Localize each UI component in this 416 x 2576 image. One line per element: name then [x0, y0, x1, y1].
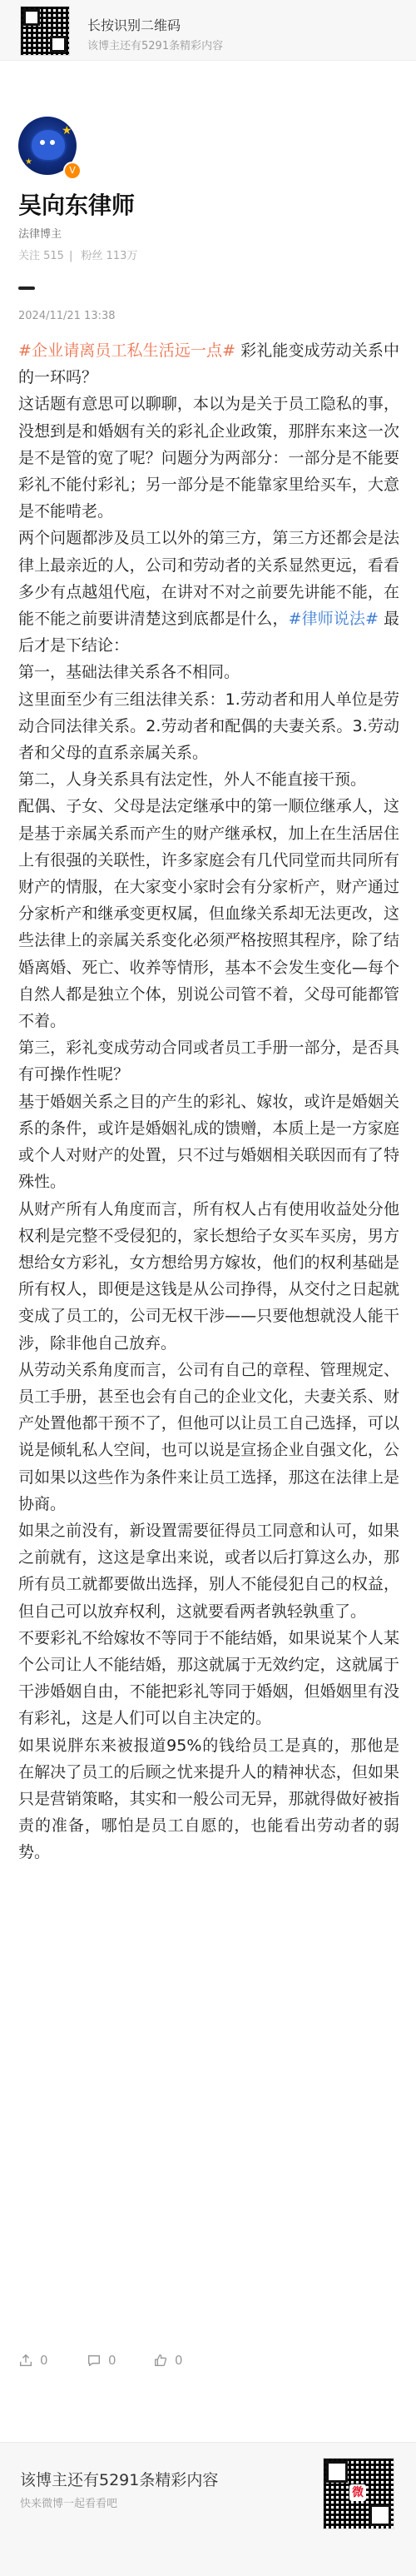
author-title: 法律博主: [18, 228, 62, 241]
paragraph: 如果说胖东来被报道95%的钱给员工是真的，那他是在解决了员工的后顾之忧来提升人的精神状态，但如果只是营销策略，其实和一般公司无异，那就得做好被指责的准备，哪怕是员工自愿的，也能看出劳动者的弱势。: [18, 1736, 399, 1862]
paragraph: 第三，彩礼变成劳动合同或者员工手册一部分，是否具有可操作性呢？: [18, 1039, 399, 1084]
post-actions: [18, 2353, 398, 2378]
verified-badge-icon: V: [63, 162, 82, 180]
author-stats: 关注 515 | 粉丝 113万: [18, 250, 138, 262]
top-banner: [0, 0, 416, 61]
paragraph: 这话题有意思可以聊聊，本以为是关于员工隐私的事，没想到是和婚姻有关的彩礼企业政策，那胖东来这一次是不是管的宽了呢？问题分为两部分：一部分是不能要彩礼不能付彩礼；另一部分是不能靠家里给买车，大意是不能啃老。: [18, 395, 399, 521]
qr-code-icon[interactable]: [20, 6, 70, 56]
share-button[interactable]: [18, 2353, 48, 2368]
paragraph: 如果之前没有，新设置需要征得员工同意和认可，如果之前就有，这这是拿出来说，或者以后打算这么办，那所有员工就都要做出选择，别人不能侵犯自己的权益，但自己可以放弃权利，这就要看两者孰轻孰重了。: [18, 1521, 399, 1621]
paragraph: #企业请离员工私生活远一点# 彩礼能变成劳动关系中的一环吗？: [18, 341, 400, 387]
star-icon: ★: [25, 157, 32, 167]
share-icon: [18, 2353, 33, 2368]
banner-subtitle: 该博主还有5291条精彩内容: [87, 40, 224, 52]
paragraph: 配偶、子女、父母是法定继承中的第一顺位继承人，这是基于亲属关系而产生的财产继承权，加上在生活居住上有很强的关联性，许多家庭会有几代同堂而共同所有财产的情服，在大家变小家时会有分家析产，财产通过分家析产和继承变更权属，但血缘关系却无法更改，这些法律上的亲属关系变化必须严格按照其程序，除了结婚离婚、死亡、收养等情形，基本不会发生变化—每个自然人都是独立个体，别说公司管不着，父母可能都管不着。: [18, 797, 399, 1031]
comment-button[interactable]: [87, 2353, 116, 2368]
author-name[interactable]: 吴向东律师: [18, 192, 136, 219]
footer-banner: [0, 2442, 416, 2576]
paragraph: 第一，基础法律关系各不相同。: [18, 663, 240, 682]
footer-title: 该博主还有5291条精彩内容: [20, 2471, 219, 2489]
like-button[interactable]: [153, 2353, 183, 2368]
hashtag-link[interactable]: #企业请离员工私生活远一点#: [18, 341, 236, 360]
comment-count: 0: [108, 2353, 116, 2368]
footer-subtitle: 快来微博一起看看吧: [20, 2498, 118, 2510]
post-body: [18, 337, 399, 1866]
paragraph: 不要彩礼不给嫁妆不等同于不能结婚，如果说某个人某个公司让人不能结婚，那这就属于无效约定，这就属于干涉婚姻自由，不能把彩礼等同于婚姻，但婚姻里有没有彩礼，这是人们可以自主决定的。: [18, 1628, 399, 1728]
fans-stat[interactable]: 粉丝 113万: [81, 250, 138, 262]
paragraph: 从财产所有人角度而言，所有权人占有使用收益处分他权利是完整不受侵犯的，家长想给子女买车买房，男方想给女方彩礼，女方想给男方嫁妆，他们的权利基础是所有权人，即便是这钱是从公司挣得，从交付之日起就变成了员工的，公司无权干涉——只要他想就没人能干涉，除非他自己放弃。: [18, 1199, 399, 1353]
like-count: 0: [175, 2353, 183, 2368]
banner-title: 长按识别二维码: [87, 17, 181, 33]
star-icon: ★: [62, 124, 72, 137]
like-icon: [153, 2353, 168, 2368]
divider: [18, 286, 35, 290]
post-timestamp: 2024/11/21 13:38: [18, 310, 116, 322]
comment-icon: [87, 2353, 102, 2368]
paragraph: 从劳动关系角度而言，公司有自己的章程、管理规定、员工手册，甚至也会有自己的企业文化，夫妻关系、财产处置他都干预不了，但他可以让员工自己选择，可以说是倾轧私人空间，也可以说是宣扬企业自强文化，公司如果以这些作为条件来让员工选择，那这在法律上是协商。: [18, 1360, 399, 1513]
share-count: 0: [40, 2353, 48, 2368]
follow-stat[interactable]: 关注 515: [18, 250, 64, 262]
paragraph: 这里面至少有三组法律关系：1.劳动者和用人单位是劳动合同法律关系。2.劳动者和配偶的夫妻关系。3.劳动者和父母的直系亲属关系。: [18, 690, 399, 763]
paragraph: 基于婚姻关系之目的产生的彩礼、嫁妆，或许是婚姻关系的条件，或许是婚姻礼成的馈赠，本质上是一方家庭或个人对财产的处置，只不过与婚姻相关联因而有了特殊性。: [18, 1092, 399, 1192]
paragraph: 两个问题都涉及员工以外的第三方，第三方还都会是法律上最亲近的人，公司和劳动者的关系显然更远，看看多少有点越俎代庖，在讲对不对之前要先讲能不能，在能不能之前要讲清楚这到底都是什么，#律师说法# 最后才是下结论：: [18, 529, 399, 655]
paragraph: 第二，人身关系具有法定性，外人不能直接干预。: [18, 770, 367, 790]
hashtag-link[interactable]: #律师说法#: [288, 610, 379, 629]
weibo-logo-icon: 微: [349, 2484, 366, 2501]
